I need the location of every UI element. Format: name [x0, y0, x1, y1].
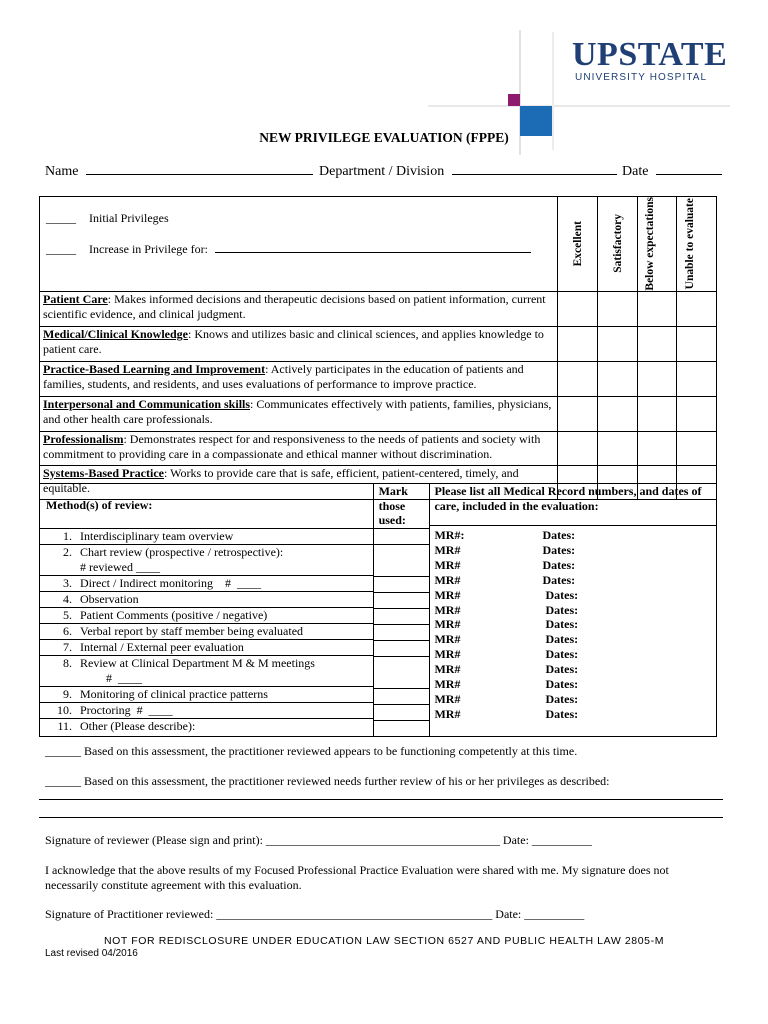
rating-cell[interactable] [558, 326, 598, 361]
mark-cell[interactable] [374, 593, 430, 609]
method-item: 7. Internal / External peer evaluation [40, 640, 373, 656]
col-excellent: Excellent [571, 221, 584, 267]
competency-name: Systems-Based Practice [43, 465, 164, 480]
competency-row [40, 361, 717, 396]
rating-cell[interactable] [558, 431, 598, 465]
initial-label: Initial Privileges [89, 211, 169, 225]
method-item: 10. Proctoring # ____ [40, 703, 373, 719]
rating-cell[interactable] [638, 431, 677, 465]
rating-cell[interactable] [638, 291, 677, 326]
reviewer-signature[interactable]: Signature of reviewer (Please sign and print): _______________________________________ Date: __________ [45, 833, 592, 847]
col-satisfactory: Satisfactory [611, 214, 624, 274]
mark-header: Mark those used: [373, 484, 430, 529]
method-item: 9. Monitoring of clinical practice patterns [40, 687, 373, 703]
rating-cell[interactable] [598, 361, 638, 396]
col-unable-to-evaluate: Unable to evaluate [683, 198, 696, 290]
assessment-competent[interactable]: ______ Based on this assessment, the practitioner reviewed appears to be functioning competently at this time. [45, 744, 578, 758]
method-item: 2. Chart review (prospective / retrospective): # reviewed ____ [40, 545, 373, 576]
increase-line[interactable] [215, 240, 531, 253]
logo-text: UPSTATE [572, 36, 728, 73]
department-field[interactable] [319, 162, 617, 180]
record-row[interactable]: MR#: Dates: [434, 528, 576, 542]
mark-cell[interactable] [374, 577, 430, 593]
records-list [430, 526, 716, 722]
method-item: 4. Observation [40, 592, 373, 608]
records-header: Please list all Medical Record numbers, and dates of care, included in the evaluation: [430, 484, 716, 526]
date-line[interactable] [656, 162, 722, 175]
rating-cell[interactable] [638, 396, 677, 431]
record-row[interactable]: MR# Dates: [434, 617, 579, 632]
competency-desc: : Makes informed decisions and therapeutic decisions based on patient information, current scientific evidence, and clinical judgment. [43, 291, 546, 321]
initial-blank[interactable]: _____ [46, 211, 76, 225]
name-line[interactable] [86, 162, 313, 175]
mark-cell[interactable] [374, 625, 430, 641]
assessment-further[interactable]: ______ Based on this assessment, the practitioner reviewed needs further review of his or her privileges as described: [45, 774, 610, 788]
competency-name: Medical/Clinical Knowledge [43, 326, 188, 341]
competency-desc: : Works to provide care that is safe, efficient, patient-centered, timely, and equitable. [43, 465, 519, 495]
mark-cell[interactable] [374, 657, 430, 689]
rating-cell[interactable] [677, 361, 717, 396]
record-row[interactable]: MR# Dates: [434, 587, 579, 602]
review-table [39, 483, 717, 737]
mark-column [374, 529, 430, 736]
competency-row [40, 291, 717, 326]
record-row[interactable]: MR# Dates: [434, 662, 579, 677]
rating-cell[interactable] [598, 431, 638, 465]
mark-cell[interactable] [374, 545, 430, 577]
record-row[interactable]: MR# Dates: [434, 557, 576, 572]
col-below-expectations: Below expectations [644, 197, 657, 291]
competency-desc: : Demonstrates respect for and responsiveness to the needs of patients and society with commitment to providing care in a compassionate and ethical manner without discrimination. [43, 431, 541, 461]
mark-cell[interactable] [374, 641, 430, 657]
increase-label: Increase in Privilege for: [89, 242, 208, 256]
rating-cell[interactable] [598, 326, 638, 361]
method-item: 5. Patient Comments (positive / negative) [40, 608, 373, 624]
description-line-2[interactable] [39, 817, 723, 818]
competency-name: Patient Care [43, 291, 108, 306]
increase-privileges[interactable] [46, 240, 554, 256]
rating-cell[interactable] [677, 396, 717, 431]
rating-cell[interactable] [677, 431, 717, 465]
initial-privileges[interactable] [46, 211, 554, 240]
method-item: 8. Review at Clinical Department M & M meetings # ____ [40, 656, 373, 687]
method-item: 1. Interdisciplinary team overview [40, 529, 373, 545]
mark-cell[interactable] [374, 705, 430, 721]
rating-cell[interactable] [558, 361, 598, 396]
rating-cell[interactable] [598, 396, 638, 431]
rating-cell[interactable] [638, 326, 677, 361]
name-field[interactable] [45, 162, 313, 180]
record-row[interactable]: MR# Dates: [434, 691, 579, 706]
record-row[interactable]: MR# Dates: [434, 647, 579, 662]
record-row[interactable]: MR# Dates: [434, 572, 576, 587]
mark-cell[interactable] [374, 609, 430, 625]
record-row[interactable]: MR# Dates: [434, 602, 579, 617]
competency-name: Professionalism [43, 431, 124, 446]
department-line[interactable] [452, 162, 617, 175]
methods-header: Method(s) of review: [40, 484, 374, 529]
increase-blank[interactable]: _____ [46, 242, 76, 256]
rating-cell[interactable] [677, 326, 717, 361]
competency-desc: : Actively participates in the education of patients and families, students, and residents, and uses evaluations of performance to improve practice. [43, 361, 524, 391]
competency-desc: : Communicates effectively with patients, families, physicians, and other health care professionals. [43, 396, 552, 426]
record-row[interactable]: MR# Dates: [434, 542, 576, 557]
department-label: Department / Division [319, 164, 445, 179]
competency-row [40, 431, 717, 465]
rating-cell[interactable] [598, 291, 638, 326]
date-label: Date [622, 164, 649, 179]
rating-cell[interactable] [638, 361, 677, 396]
privilege-header-row [40, 197, 717, 292]
date-field[interactable] [622, 162, 722, 180]
description-line-1[interactable] [39, 799, 723, 800]
page-title: NEW PRIVILEGE EVALUATION (FPPE) [259, 130, 509, 145]
method-item: 6. Verbal report by staff member being evaluated [40, 624, 373, 640]
competency-table [39, 196, 717, 500]
methods-list [40, 529, 373, 734]
method-item: 11. Other (Please describe): [57, 718, 196, 733]
competency-name: Interpersonal and Communication skills [43, 396, 251, 411]
competency-row [40, 326, 717, 361]
competency-desc: : Knows and utilizes basic and clinical sciences, and applies knowledge to patient care. [43, 326, 544, 356]
record-row[interactable]: MR# Dates: [434, 632, 579, 647]
disclosure-notice: NOT FOR REDISCLOSURE UNDER EDUCATION LAW SECTION 6527 AND PUBLIC HEALTH LAW 2805-M [103, 935, 665, 947]
competency-name: Practice-Based Learning and Improvement [43, 361, 266, 376]
mark-cell[interactable] [374, 721, 430, 736]
revision-date: Last revised 04/2016 [45, 948, 138, 959]
record-row[interactable]: MR# Dates: [434, 677, 579, 692]
rating-cell[interactable] [558, 291, 598, 326]
practitioner-signature[interactable]: Signature of Practitioner reviewed: ______________________________________________ Date: __________ [45, 907, 585, 921]
acknowledgement-text: I acknowledge that the above results of my Focused Professional Practice Evaluation were shared with me. My signature does not necessarily constitute agreement with this evaluation. [45, 863, 669, 892]
mark-cell[interactable] [374, 689, 430, 705]
rating-cell[interactable] [677, 291, 717, 326]
logo-subtitle: UNIVERSITY HOSPITAL [575, 72, 708, 83]
name-label: Name [45, 164, 79, 179]
rating-cell[interactable] [558, 396, 598, 431]
mark-cell[interactable] [374, 529, 430, 545]
competency-row [40, 396, 717, 431]
record-row[interactable]: MR# Dates: [434, 706, 579, 721]
review-header-row [40, 484, 717, 529]
method-item: 3. Direct / Indirect monitoring # ____ [40, 576, 373, 592]
